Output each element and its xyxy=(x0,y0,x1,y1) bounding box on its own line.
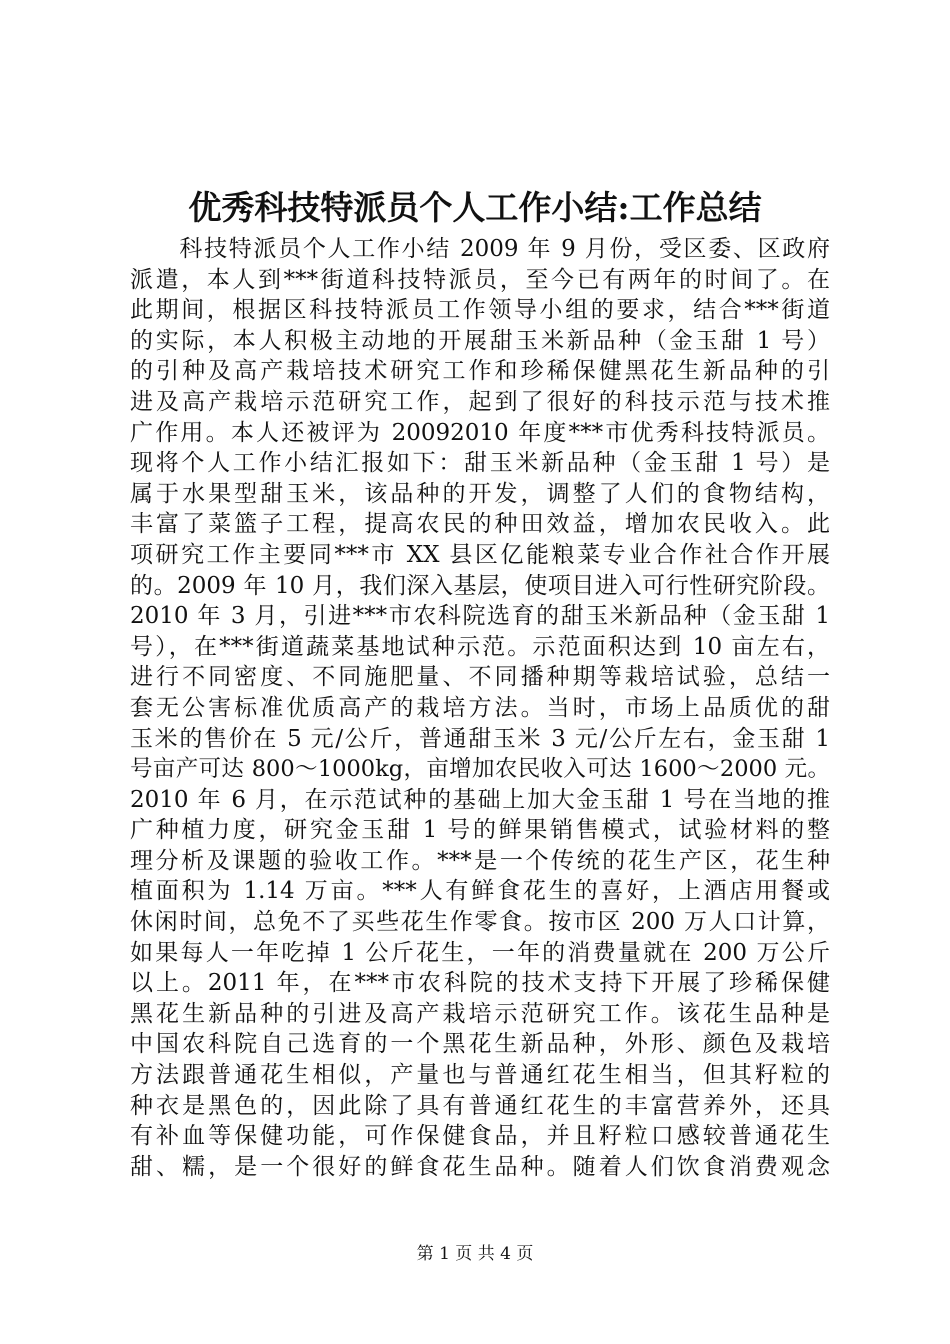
text-line: 2010 年 3 月，引进***市农科院选育的甜玉米新品种（金玉甜 1 xyxy=(130,603,830,630)
text-line: 有补血等保健功能，可作保健食品，并且籽粒口感较普通花生 xyxy=(130,1123,830,1150)
text-line: 丰富了菜篮子工程，提高农民的种田效益，增加农民收入。此 xyxy=(130,511,830,538)
text-line: 休闲时间，总免不了买些花生作零食。按市区 200 万人口计算， xyxy=(130,909,830,936)
text-line: 进及高产栽培示范研究工作，起到了很好的科技示范与技术推 xyxy=(130,388,830,415)
text-line: 属于水果型甜玉米，该品种的开发，调整了人们的食物结构， xyxy=(130,480,830,507)
text-line: 方法跟普通花生相似，产量也与普通红花生相当，但其籽粒的 xyxy=(130,1062,830,1089)
page-footer: 第 1 页 共 4 页 xyxy=(416,1244,534,1264)
text-line: 号亩产可达 800～1000kg，亩增加农民收入可达 1600～2000 元。 xyxy=(130,756,830,783)
text-line: 植面积为 1.14 万亩。***人有鲜食花生的喜好，上酒店用餐或 xyxy=(130,878,830,905)
text-line: 号），在***街道蔬菜基地试种示范。示范面积达到 10 亩左右， xyxy=(130,633,830,660)
text-line: 此期间，根据区科技特派员工作领导小组的要求，结合***街道 xyxy=(130,297,830,324)
text-line: 以上。2011 年，在***市农科院的技术支持下开展了珍稀保健 xyxy=(130,970,830,997)
text-line: 2010 年 6 月，在示范试种的基础上加大金玉甜 1 号在当地的推 xyxy=(130,786,830,813)
document-body xyxy=(130,234,830,1182)
document-title: 优秀科技特派员个人工作小结:工作总结 xyxy=(188,188,762,227)
text-line: 玉米的售价在 5 元/公斤，普通甜玉米 3 元/公斤左右，金玉甜 1 xyxy=(130,725,830,752)
text-line: 进行不同密度、不同施肥量、不同播种期等栽培试验，总结一 xyxy=(130,664,830,691)
text-line: 套无公害标准优质高产的栽培方法。当时，市场上品质优的甜 xyxy=(130,694,830,721)
text-line: 现将个人工作小结汇报如下：甜玉米新品种（金玉甜 1 号）是 xyxy=(130,450,830,477)
text-line: 派遣，本人到***街道科技特派员，至今已有两年的时间了。在 xyxy=(130,266,830,293)
text-line: 广种植力度，研究金玉甜 1 号的鲜果销售模式，试验材料的整 xyxy=(130,817,830,844)
text-line: 的引种及高产栽培技术研究工作和珍稀保健黑花生新品种的引 xyxy=(130,358,830,385)
text-line: 甜、糯，是一个很好的鲜食花生品种。随着人们饮食消费观念 xyxy=(130,1153,830,1180)
text-line: 的。2009 年 10 月，我们深入基层，使项目进入可行性研究阶段。 xyxy=(130,572,830,599)
text-line: 种衣是黑色的，因此除了具有普通红花生的丰富营养外，还具 xyxy=(130,1092,830,1119)
text-line: 项研究工作主要同***市 XX 县区亿能粮菜专业合作社合作开展 xyxy=(130,541,830,568)
text-line: 如果每人一年吃掉 1 公斤花生，一年的消费量就在 200 万公斤 xyxy=(130,939,830,966)
text-line: 中国农科院自己选育的一个黑花生新品种，外形、颜色及栽培 xyxy=(130,1031,830,1058)
text-line: 理分析及课题的验收工作。***是一个传统的花生产区，花生种 xyxy=(130,847,830,874)
text-line: 的实际，本人积极主动地的开展甜玉米新品种（金玉甜 1 号） xyxy=(130,327,830,354)
text-line: 广作用。本人还被评为 20092010 年度***市优秀科技特派员。 xyxy=(130,419,830,446)
text-line: 科技特派员个人工作小结 2009 年 9 月份，受区委、区政府 xyxy=(130,236,830,262)
text-line: 黑花生新品种的引进及高产栽培示范研究工作。该花生品种是 xyxy=(130,1000,830,1027)
